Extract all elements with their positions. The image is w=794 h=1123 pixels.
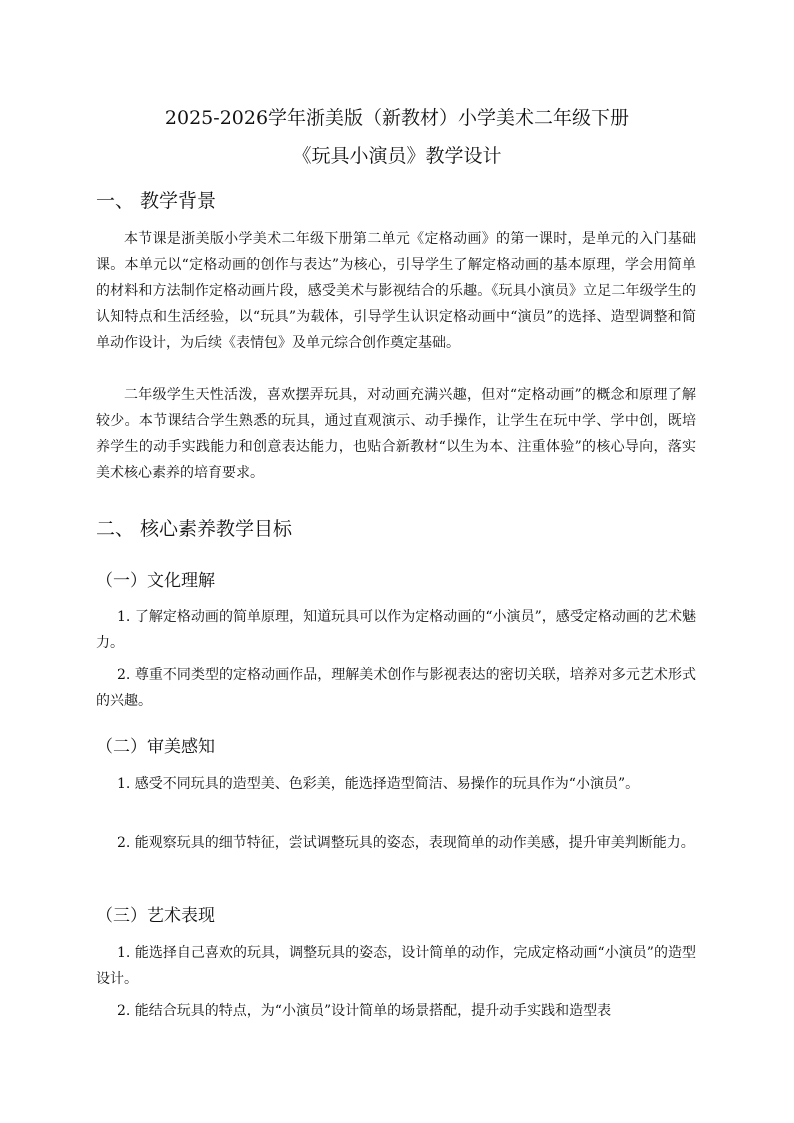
objective-item: 1. 能选择自己喜欢的玩具，调整玩具的姿态，设计简单的动作，完成定格动画“小演员”的造型设计。 <box>96 945 696 987</box>
objective-item: 1. 感受不同玩具的造型美、色彩美，能选择造型简洁、易操作的玩具作为“小演员”。 <box>117 776 640 792</box>
objective-item: 1. 了解定格动画的简单原理，知道玩具可以作为定格动画的“小演员”，感受定格动画的艺术魅力。 <box>96 609 696 651</box>
document-title-line-1: 2025-2026学年浙美版（新教材）小学美术二年级下册 <box>164 107 630 129</box>
background-paragraph-2: 二年级学生天性活泼，喜欢摆弄玩具，对动画充满兴趣，但对“定格动画”的概念和原理了解较少。本节课结合学生熟悉的玩具，通过直观演示、动手操作，让学生在玩中学、学中创，既培养学生的动手实践能力和创意表达能力，也贴合新教材“以生为本、注重体验”的核心导向，落实美术核心素养的培育要求。 <box>96 387 696 481</box>
subsection-heading-cultural-understanding: （一）文化理解 <box>96 571 215 591</box>
objective-item: 2. 尊重不同类型的定格动画作品，理解美术创作与影视表达的密切关联，培养对多元艺术形式的兴趣。 <box>96 667 696 709</box>
background-paragraph-1: 本节课是浙美版小学美术二年级下册第二单元《定格动画》的第一课时，是单元的入门基础课。本单元以“定格动画的创作与表达”为核心，引导学生了解定格动画的基本原理，学会用简单的材料和方法制作定格动画片段，感受美术与影视结合的乐趣。《玩具小演员》立足二年级学生的认知特点和生活经验，以“玩具”为载体，引导学生认识定格动画中“演员”的选择、造型调整和简单动作设计，为后续《表情包》及单元综合创作奠定基础。 <box>96 231 696 351</box>
objective-item: 2. 能结合玩具的特点，为“小演员”设计简单的场景搭配，提升动手实践和造型表 <box>117 1003 612 1019</box>
document-title-line-2: 《玩具小演员》教学设计 <box>292 145 502 167</box>
section-heading-background: 一、 教学背景 <box>96 190 217 212</box>
subsection-heading-artistic-expression: （三）艺术表现 <box>96 906 215 926</box>
section-heading-objectives: 二、 核心素养教学目标 <box>96 518 293 540</box>
subsection-heading-aesthetic-perception: （二）审美感知 <box>96 737 215 757</box>
objective-item: 2. 能观察玩具的细节特征，尝试调整玩具的姿态，表现简单的动作美感，提升审美判断能力。 <box>117 835 695 851</box>
